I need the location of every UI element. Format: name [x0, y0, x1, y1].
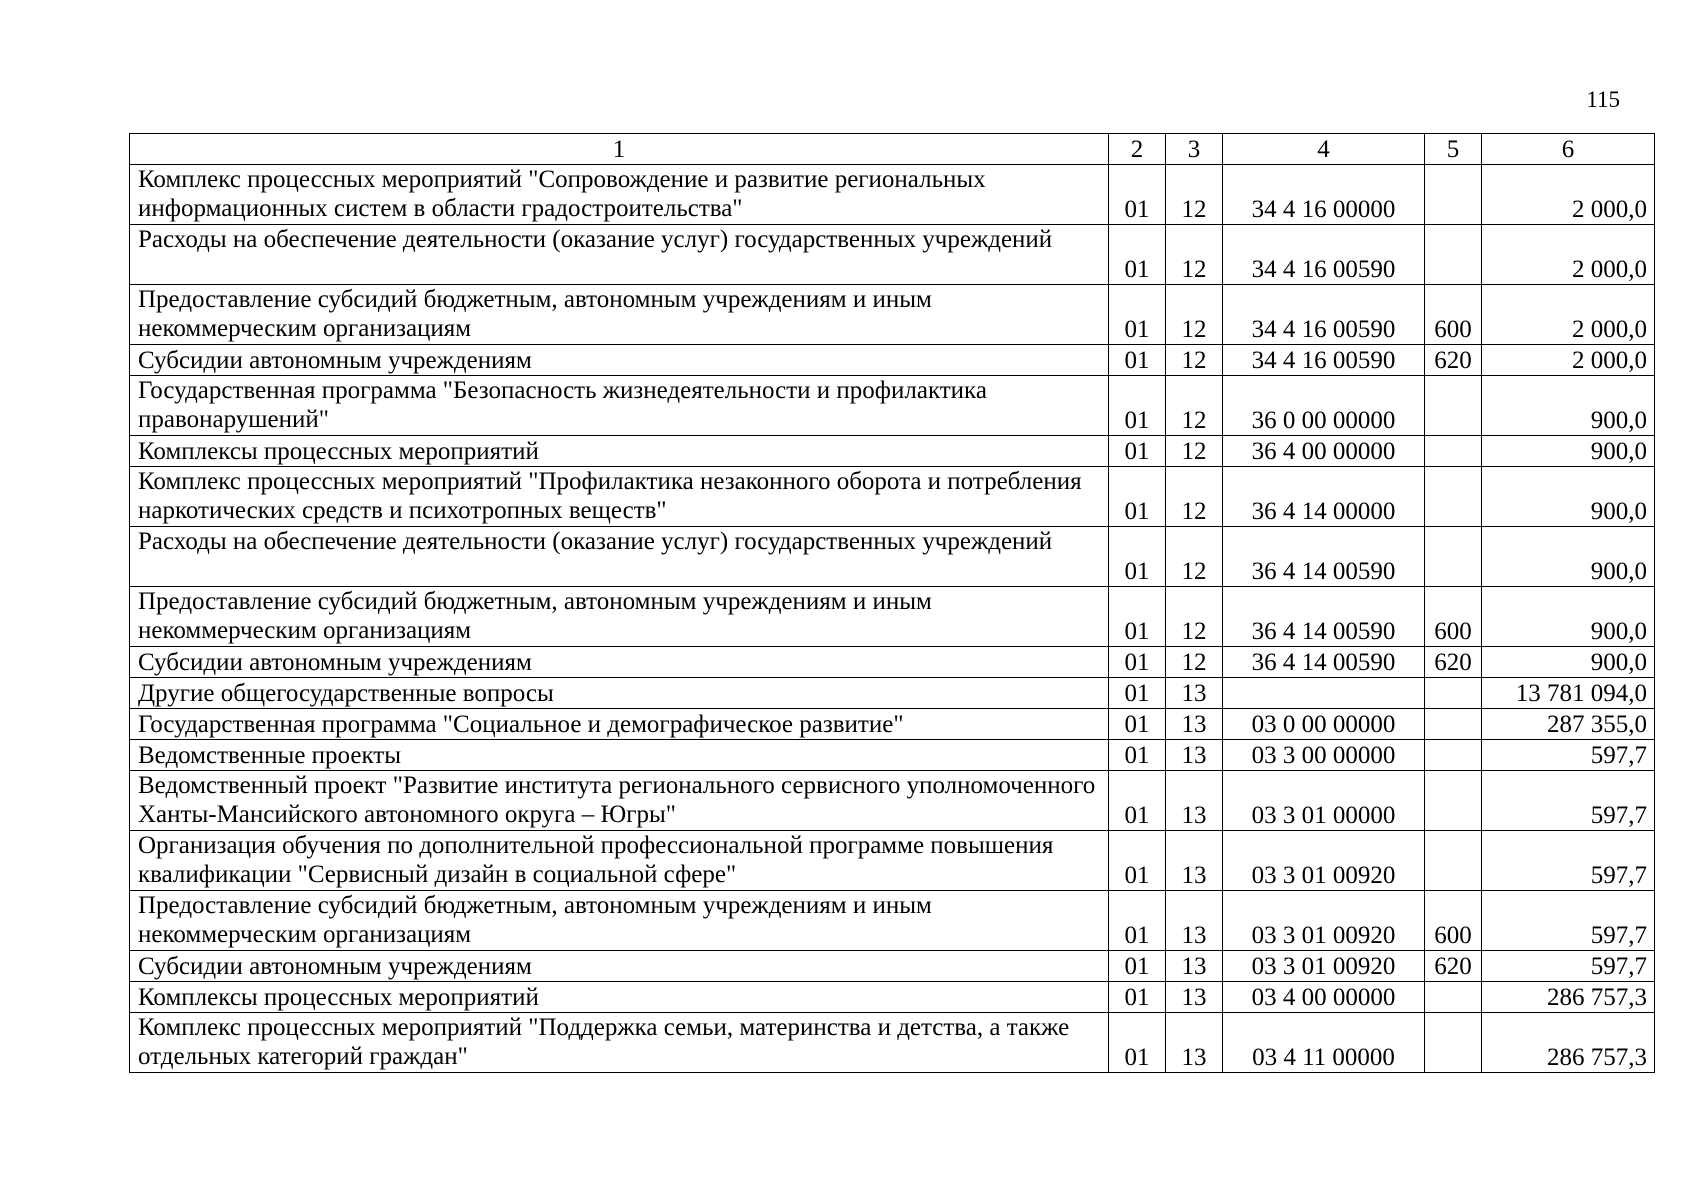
section-code-cell: 01 [1109, 740, 1166, 771]
table-header-row [130, 134, 1655, 165]
row-name-cell: Государственная программа "Безопасность жизнедеятельности и профилактика правонарушений" [130, 376, 1109, 436]
table-row [130, 285, 1655, 345]
table-row [130, 740, 1655, 771]
target-article-cell: 03 3 01 00920 [1223, 831, 1425, 891]
section-code-cell: 01 [1109, 376, 1166, 436]
amount-cell: 597,7 [1482, 891, 1655, 951]
amount-cell: 597,7 [1482, 951, 1655, 982]
table-row [130, 587, 1655, 647]
target-article-cell: 03 0 00 00000 [1223, 709, 1425, 740]
row-name-cell: Субсидии автономным учреждениям [130, 647, 1109, 678]
subsection-code-cell: 12 [1166, 527, 1223, 587]
amount-cell: 597,7 [1482, 831, 1655, 891]
table-row [130, 982, 1655, 1013]
table-row [130, 345, 1655, 376]
amount-cell: 900,0 [1482, 527, 1655, 587]
table-row [130, 647, 1655, 678]
section-code-cell: 01 [1109, 831, 1166, 891]
expense-type-cell [1425, 709, 1482, 740]
section-code-cell: 01 [1109, 678, 1166, 709]
row-name-cell: Комплекс процессных мероприятий "Поддержка семьи, материнства и детства, а также отдельных категорий граждан" [130, 1013, 1109, 1073]
target-article-cell: 36 4 00 00000 [1223, 436, 1425, 467]
row-name-cell: Субсидии автономным учреждениям [130, 345, 1109, 376]
section-code-cell: 01 [1109, 527, 1166, 587]
subsection-code-cell: 12 [1166, 467, 1223, 527]
subsection-code-cell: 13 [1166, 678, 1223, 709]
row-name-cell: Комплекс процессных мероприятий "Сопровождение и развитие региональных информационных систем в области градостроительства" [130, 165, 1109, 225]
expense-type-cell [1425, 165, 1482, 225]
table-body [130, 165, 1655, 1073]
target-article-cell: 34 4 16 00590 [1223, 345, 1425, 376]
column-header: 2 [1109, 134, 1166, 165]
section-code-cell: 01 [1109, 165, 1166, 225]
target-article-cell [1223, 678, 1425, 709]
page-number: 115 [1586, 87, 1620, 112]
expense-type-cell [1425, 467, 1482, 527]
target-article-cell: 03 4 11 00000 [1223, 1013, 1425, 1073]
subsection-code-cell: 13 [1166, 951, 1223, 982]
expense-type-cell [1425, 831, 1482, 891]
table-row [130, 165, 1655, 225]
target-article-cell: 03 3 00 00000 [1223, 740, 1425, 771]
column-header: 5 [1425, 134, 1482, 165]
row-name-cell: Расходы на обеспечение деятельности (оказание услуг) государственных учреждений [130, 527, 1109, 587]
section-code-cell: 01 [1109, 1013, 1166, 1073]
expense-type-cell: 620 [1425, 647, 1482, 678]
section-code-cell: 01 [1109, 647, 1166, 678]
column-header: 1 [130, 134, 1109, 165]
subsection-code-cell: 12 [1166, 647, 1223, 678]
section-code-cell: 01 [1109, 951, 1166, 982]
section-code-cell: 01 [1109, 587, 1166, 647]
row-name-cell: Комплексы процессных мероприятий [130, 436, 1109, 467]
section-code-cell: 01 [1109, 891, 1166, 951]
row-name-cell: Комплекс процессных мероприятий "Профилактика незаконного оборота и потребления наркотических средств и психотропных веществ" [130, 467, 1109, 527]
target-article-cell: 36 4 14 00590 [1223, 587, 1425, 647]
amount-cell: 2 000,0 [1482, 225, 1655, 285]
row-name-cell: Организация обучения по дополнительной профессиональной программе повышения квалификации "Сервисный дизайн в социальной сфере" [130, 831, 1109, 891]
target-article-cell: 36 4 14 00590 [1223, 527, 1425, 587]
table-row [130, 1013, 1655, 1073]
row-name-cell: Комплексы процессных мероприятий [130, 982, 1109, 1013]
subsection-code-cell: 13 [1166, 891, 1223, 951]
expense-type-cell: 600 [1425, 285, 1482, 345]
expense-type-cell: 600 [1425, 891, 1482, 951]
subsection-code-cell: 12 [1166, 345, 1223, 376]
subsection-code-cell: 13 [1166, 740, 1223, 771]
subsection-code-cell: 12 [1166, 376, 1223, 436]
table-row [130, 891, 1655, 951]
subsection-code-cell: 13 [1166, 831, 1223, 891]
table-row [130, 831, 1655, 891]
expense-type-cell: 600 [1425, 587, 1482, 647]
target-article-cell: 03 3 01 00000 [1223, 771, 1425, 831]
section-code-cell: 01 [1109, 771, 1166, 831]
amount-cell: 900,0 [1482, 376, 1655, 436]
table-row [130, 225, 1655, 285]
section-code-cell: 01 [1109, 225, 1166, 285]
section-code-cell: 01 [1109, 467, 1166, 527]
expense-type-cell: 620 [1425, 345, 1482, 376]
table-row [130, 527, 1655, 587]
amount-cell: 287 355,0 [1482, 709, 1655, 740]
target-article-cell: 03 4 00 00000 [1223, 982, 1425, 1013]
amount-cell: 900,0 [1482, 436, 1655, 467]
expense-type-cell [1425, 982, 1482, 1013]
column-header: 4 [1223, 134, 1425, 165]
row-name-cell: Предоставление субсидий бюджетным, автономным учреждениям и иным некоммерческим организациям [130, 891, 1109, 951]
subsection-code-cell: 12 [1166, 436, 1223, 467]
target-article-cell: 03 3 01 00920 [1223, 891, 1425, 951]
amount-cell: 2 000,0 [1482, 345, 1655, 376]
target-article-cell: 34 4 16 00000 [1223, 165, 1425, 225]
subsection-code-cell: 12 [1166, 165, 1223, 225]
row-name-cell: Предоставление субсидий бюджетным, автономным учреждениям и иным некоммерческим организациям [130, 587, 1109, 647]
target-article-cell: 36 0 00 00000 [1223, 376, 1425, 436]
expense-type-cell [1425, 225, 1482, 285]
subsection-code-cell: 12 [1166, 587, 1223, 647]
row-name-cell: Предоставление субсидий бюджетным, автономным учреждениям и иным некоммерческим организациям [130, 285, 1109, 345]
target-article-cell: 03 3 01 00920 [1223, 951, 1425, 982]
amount-cell: 2 000,0 [1482, 285, 1655, 345]
expense-type-cell [1425, 527, 1482, 587]
section-code-cell: 01 [1109, 709, 1166, 740]
section-code-cell: 01 [1109, 285, 1166, 345]
target-article-cell: 34 4 16 00590 [1223, 285, 1425, 345]
amount-cell: 900,0 [1482, 467, 1655, 527]
target-article-cell: 34 4 16 00590 [1223, 225, 1425, 285]
table-row [130, 678, 1655, 709]
subsection-code-cell: 13 [1166, 709, 1223, 740]
expense-type-cell [1425, 376, 1482, 436]
section-code-cell: 01 [1109, 982, 1166, 1013]
amount-cell: 286 757,3 [1482, 1013, 1655, 1073]
row-name-cell: Расходы на обеспечение деятельности (оказание услуг) государственных учреждений [130, 225, 1109, 285]
expense-type-cell [1425, 436, 1482, 467]
amount-cell: 13 781 094,0 [1482, 678, 1655, 709]
section-code-cell: 01 [1109, 436, 1166, 467]
subsection-code-cell: 13 [1166, 1013, 1223, 1073]
amount-cell: 597,7 [1482, 771, 1655, 831]
amount-cell: 597,7 [1482, 740, 1655, 771]
table-row [130, 467, 1655, 527]
amount-cell: 900,0 [1482, 647, 1655, 678]
column-header: 3 [1166, 134, 1223, 165]
table-row [130, 376, 1655, 436]
amount-cell: 286 757,3 [1482, 982, 1655, 1013]
column-header: 6 [1482, 134, 1655, 165]
row-name-cell: Ведомственные проекты [130, 740, 1109, 771]
subsection-code-cell: 12 [1166, 225, 1223, 285]
subsection-code-cell: 12 [1166, 285, 1223, 345]
table-row [130, 436, 1655, 467]
row-name-cell: Ведомственный проект "Развитие института регионального сервисного уполномоченного Ханты-Мансийского автономного округа – Югры" [130, 771, 1109, 831]
row-name-cell: Субсидии автономным учреждениям [130, 951, 1109, 982]
expense-type-cell [1425, 1013, 1482, 1073]
budget-table [129, 133, 1655, 1073]
table-row [130, 709, 1655, 740]
section-code-cell: 01 [1109, 345, 1166, 376]
subsection-code-cell: 13 [1166, 771, 1223, 831]
expense-type-cell [1425, 740, 1482, 771]
target-article-cell: 36 4 14 00590 [1223, 647, 1425, 678]
amount-cell: 900,0 [1482, 587, 1655, 647]
amount-cell: 2 000,0 [1482, 165, 1655, 225]
expense-type-cell [1425, 678, 1482, 709]
row-name-cell: Другие общегосударственные вопросы [130, 678, 1109, 709]
table-row [130, 771, 1655, 831]
target-article-cell: 36 4 14 00000 [1223, 467, 1425, 527]
expense-type-cell: 620 [1425, 951, 1482, 982]
subsection-code-cell: 13 [1166, 982, 1223, 1013]
row-name-cell: Государственная программа "Социальное и демографическое развитие" [130, 709, 1109, 740]
expense-type-cell [1425, 771, 1482, 831]
table-row [130, 951, 1655, 982]
